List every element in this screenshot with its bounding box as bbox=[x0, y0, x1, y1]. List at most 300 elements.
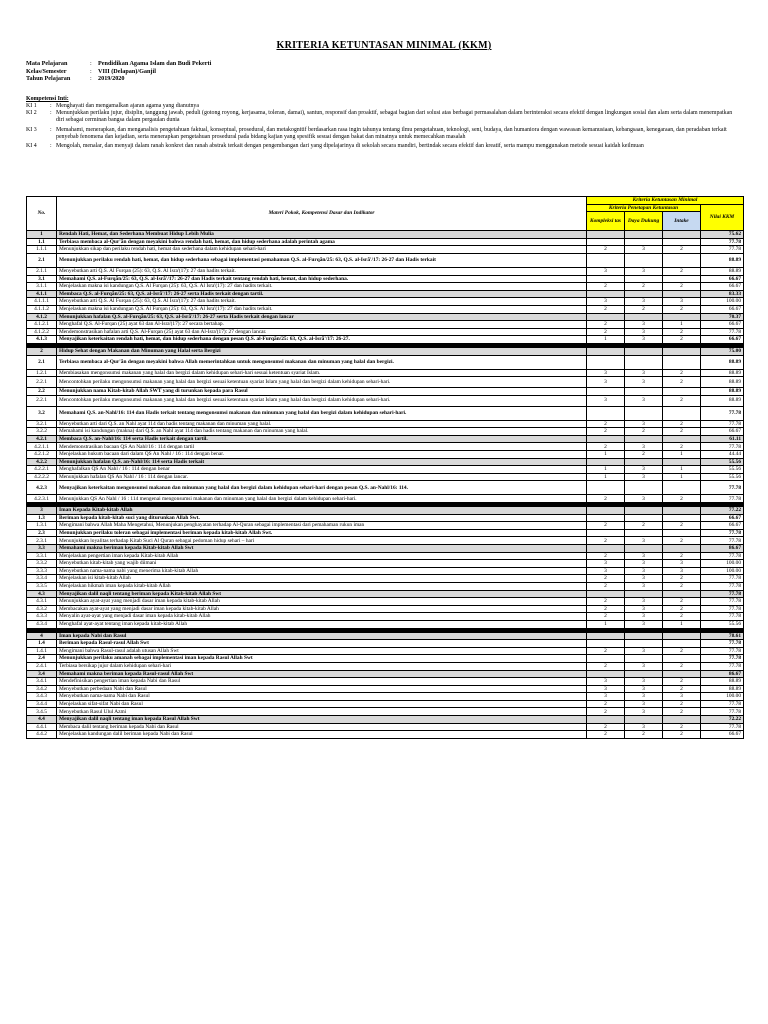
cell-intake: 2 bbox=[663, 605, 701, 613]
cell-daya-dukung: 3 bbox=[625, 685, 663, 693]
cell-nilai-kkm: 78.61 bbox=[701, 632, 744, 640]
cell-daya-dukung: 3 bbox=[625, 567, 663, 575]
col-header-kriteria-penetapan: Kriteria Penetapan Ketuntasan bbox=[587, 204, 701, 212]
cell-nilai-kkm: 44.44 bbox=[701, 451, 744, 459]
col-header-daya-dukung: Daya Dukung bbox=[625, 212, 663, 231]
cell-no: 4.3.3 bbox=[27, 613, 57, 621]
cell-nilai-kkm: 77.78 bbox=[701, 575, 744, 583]
cell-daya-dukung: 3 bbox=[625, 443, 663, 451]
table-row bbox=[27, 298, 744, 306]
cell-kompleksitas: 2 bbox=[587, 246, 625, 254]
cell-nilai-kkm: 61.11 bbox=[701, 435, 744, 443]
cell-materi: Membaca Q.S. al-Furqān/25: 63, Q.S. al-Isrā'/17: 26-27 serta Hadis terkait dengan tartil. bbox=[57, 290, 587, 298]
cell-no: 3.3.2 bbox=[27, 560, 57, 568]
ki-label: KI 1 bbox=[26, 102, 37, 109]
cell-intake: 2 bbox=[663, 582, 701, 590]
cell-materi: Memahami makna beriman kepada Rasul-rasul Allah Swt bbox=[57, 670, 587, 678]
col-header-kriteria-minimal: Kriteria Ketuntasan Minimal bbox=[587, 197, 744, 205]
cell-intake bbox=[663, 632, 701, 640]
cell-daya-dukung bbox=[625, 545, 663, 553]
cell-nilai-kkm: 66.67 bbox=[701, 731, 744, 739]
cell-kompleksitas: 2 bbox=[587, 662, 625, 670]
table-row bbox=[27, 231, 744, 239]
cell-kompleksitas bbox=[587, 590, 625, 598]
cell-materi: Menyebutkan Rasul Ulul Azmi bbox=[57, 708, 587, 716]
cell-daya-dukung: 3 bbox=[625, 495, 663, 503]
cell-intake: 2 bbox=[663, 708, 701, 716]
cell-kompleksitas bbox=[587, 640, 625, 648]
cell-kompleksitas: 2 bbox=[587, 598, 625, 606]
cell-no: 1.4 bbox=[27, 640, 57, 648]
cell-daya-dukung: 3 bbox=[625, 377, 663, 388]
ki-text: Menunjukkan perilaku jujur, disiplin, tanggung jawab, peduli (gotong royong, kerjasama, toleran, damai), santun, responsif dan proaktif, sebagai bagian dari solusi atas berbagai permasalahan dalam berinteraksi secara efektif dengan lingkungan sosial dan alam serta dalam menempatkan diri sebagai cerminan bangsa dalam pergaulan dunia bbox=[56, 109, 733, 123]
ki-title: Kompetensi Inti: bbox=[26, 96, 69, 102]
table-row bbox=[27, 347, 744, 355]
cell-no: 2.2.1 bbox=[27, 377, 57, 388]
table-row bbox=[27, 313, 744, 321]
cell-no: 4.1.1.1 bbox=[27, 298, 57, 306]
cell-kompleksitas: 2 bbox=[587, 305, 625, 313]
table-row bbox=[27, 253, 744, 267]
cell-intake: 2 bbox=[663, 731, 701, 739]
table-row bbox=[27, 529, 744, 537]
cell-no: 2.1 bbox=[27, 355, 57, 369]
ki-item bbox=[26, 143, 741, 150]
cell-daya-dukung: 2 bbox=[625, 305, 663, 313]
cell-daya-dukung: 3 bbox=[625, 605, 663, 613]
cell-intake bbox=[663, 313, 701, 321]
table-row bbox=[27, 613, 744, 621]
cell-intake: 2 bbox=[663, 647, 701, 655]
ki-colon: : bbox=[50, 109, 52, 116]
cell-nilai-kkm: 55.56 bbox=[701, 458, 744, 466]
table-row bbox=[27, 377, 744, 388]
cell-kompleksitas: 2 bbox=[587, 420, 625, 428]
cell-materi: Memahami Q.S. an-Nahl/16: 114 dan Hadis terkait tentang mengonsumsi makanan dan minuman yang halal dan bergizi dalam kehidupan sehari-hari. bbox=[57, 406, 587, 420]
cell-materi: Memahami isi kandungan (makna) dari Q.S. an Nahl ayat 114 dan hadis tentang makanan dan minuman yang halal. bbox=[57, 428, 587, 436]
ki-colon: : bbox=[50, 126, 52, 133]
table-row bbox=[27, 355, 744, 369]
cell-materi: Menghafalkan QS An Nahl / 16 : 114 dengan benar bbox=[57, 466, 587, 474]
ki-colon: : bbox=[50, 143, 52, 150]
cell-intake: 1 bbox=[663, 321, 701, 329]
cell-intake bbox=[663, 406, 701, 420]
cell-materi: Terbiasa membaca al-Qur'ān dengan meyakini bahwa rendah hati, hemat, dan hidup sederhana adalah perintah agama bbox=[57, 238, 587, 246]
cell-no: 3.1.1 bbox=[27, 283, 57, 291]
table-row bbox=[27, 305, 744, 313]
cell-intake bbox=[663, 514, 701, 522]
ki-colon: : bbox=[50, 102, 52, 109]
cell-materi: Menjelaskan sifat-sifat Nabi dan Rasul bbox=[57, 700, 587, 708]
cell-materi: Menjelaskan hukum bacaan dari dalam QS An Nahl / 16 : 114 dengan benar. bbox=[57, 451, 587, 459]
cell-materi: Menunjukkan QS An Nahl / 16 : 114 mengenai mengonsumsi makanan dan minuman yang halal dan bergizi dalam kehidupan sehari-hari. bbox=[57, 495, 587, 503]
cell-materi: Menghafal ayat-ayat tentang iman kepada kitab-kitab Allah bbox=[57, 620, 587, 628]
cell-kompleksitas bbox=[587, 355, 625, 369]
table-row bbox=[27, 395, 744, 406]
cell-nilai-kkm: 77.78 bbox=[701, 708, 744, 716]
cell-kompleksitas: 3 bbox=[587, 678, 625, 686]
table-row bbox=[27, 647, 744, 655]
cell-intake: 2 bbox=[663, 328, 701, 336]
cell-no: 4.2.3 bbox=[27, 481, 57, 495]
cell-intake: 1 bbox=[663, 473, 701, 481]
cell-materi: Menunjukkan perilaku rendah hati, hemat, dan hidup sederhana sebagai implementasi pemahaman Q.S. al-Furqān/25: 63, Q.S. al-Isrā'/17: 26-27 dan Hadis terkait bbox=[57, 253, 587, 267]
cell-kompleksitas: 2 bbox=[587, 283, 625, 291]
cell-intake: 2 bbox=[663, 305, 701, 313]
cell-daya-dukung bbox=[625, 238, 663, 246]
cell-nilai-kkm: 100.00 bbox=[701, 560, 744, 568]
cell-kompleksitas bbox=[587, 458, 625, 466]
cell-daya-dukung: 3 bbox=[625, 723, 663, 731]
table-row bbox=[27, 582, 744, 590]
cell-intake bbox=[663, 481, 701, 495]
cell-nilai-kkm: 77.78 bbox=[701, 723, 744, 731]
cell-nilai-kkm: 77.78 bbox=[701, 238, 744, 246]
cell-kompleksitas: 2 bbox=[587, 700, 625, 708]
cell-daya-dukung bbox=[625, 655, 663, 663]
cell-kompleksitas bbox=[587, 388, 625, 396]
cell-materi: Menyajikan dalil naqli tentang iman kepada Rasul Allah Swt bbox=[57, 716, 587, 724]
cell-intake: 3 bbox=[663, 693, 701, 701]
cell-materi: Menjelaskan makna isi kandungan Q.S. Al Furqan (25): 63, Q.S. Al Isra'(17): 27 dan hadits terkait. bbox=[57, 305, 587, 313]
table-row bbox=[27, 685, 744, 693]
cell-materi: Membiasakan mengonsumsi makanan yang halal dan bergizi dalam kehidupan sehari-hari sesuai ketentuan syariat Islam. bbox=[57, 369, 587, 377]
table-row bbox=[27, 495, 744, 503]
cell-nilai-kkm: 55.56 bbox=[701, 473, 744, 481]
cell-daya-dukung bbox=[625, 313, 663, 321]
table-row bbox=[27, 598, 744, 606]
cell-nilai-kkm: 88.89 bbox=[701, 388, 744, 396]
cell-daya-dukung: 3 bbox=[625, 328, 663, 336]
cell-materi: Mencontohkan perilaku mengonsumsi makanan yang halal dan bergizi sesuai ketentuan syariat Islam yang halal dan bergizi dalam kehidupan sehari-hari. bbox=[57, 395, 587, 406]
cell-nilai-kkm: 88.89 bbox=[701, 395, 744, 406]
cell-daya-dukung: 3 bbox=[625, 647, 663, 655]
cell-daya-dukung: 3 bbox=[625, 336, 663, 344]
cell-nilai-kkm: 77.78 bbox=[701, 598, 744, 606]
cell-no: 4.1.2.1 bbox=[27, 321, 57, 329]
cell-no: 3.3 bbox=[27, 545, 57, 553]
cell-no: 1 bbox=[27, 231, 57, 239]
cell-daya-dukung bbox=[625, 406, 663, 420]
cell-no: 4.4.2 bbox=[27, 731, 57, 739]
cell-materi: Menjelaskan kandungan dalil beriman kepada Nabi dan Rasul bbox=[57, 731, 587, 739]
cell-daya-dukung bbox=[625, 435, 663, 443]
cell-no: 4.2.2.1 bbox=[27, 466, 57, 474]
cell-nilai-kkm: 77.78 bbox=[701, 590, 744, 598]
cell-daya-dukung: 3 bbox=[625, 662, 663, 670]
cell-no: 2.1 bbox=[27, 253, 57, 267]
cell-nilai-kkm: 88.89 bbox=[701, 678, 744, 686]
cell-kompleksitas: 3 bbox=[587, 560, 625, 568]
cell-kompleksitas bbox=[587, 545, 625, 553]
cell-intake: 2 bbox=[663, 678, 701, 686]
cell-materi: Menunjukkan hafalan QS An Nahl / 16 : 114 dengan lancar. bbox=[57, 473, 587, 481]
cell-daya-dukung bbox=[625, 481, 663, 495]
cell-daya-dukung: 3 bbox=[625, 466, 663, 474]
cell-intake: 2 bbox=[663, 700, 701, 708]
cell-intake: 2 bbox=[663, 283, 701, 291]
cell-no: 4.2.2.2 bbox=[27, 473, 57, 481]
cell-nilai-kkm: 77.78 bbox=[701, 481, 744, 495]
cell-no: 3.4.2 bbox=[27, 685, 57, 693]
cell-nilai-kkm: 77.78 bbox=[701, 537, 744, 545]
meta-row bbox=[26, 60, 211, 68]
cell-nilai-kkm: 77.78 bbox=[701, 495, 744, 503]
table-row bbox=[27, 640, 744, 648]
cell-materi: Mengimani bahwa Rasul-rasul adalah utusan Allah Swt bbox=[57, 647, 587, 655]
meta-colon: : bbox=[90, 67, 92, 75]
cell-nilai-kkm: 77.78 bbox=[701, 443, 744, 451]
cell-intake bbox=[663, 590, 701, 598]
table-row bbox=[27, 560, 744, 568]
cell-intake bbox=[663, 458, 701, 466]
cell-no: 3.2 bbox=[27, 406, 57, 420]
cell-materi: Menunjukkan ayat-ayat yang menjadi dasar iman kepada kitab-kitab Allah bbox=[57, 598, 587, 606]
cell-no: 4.2.1.2 bbox=[27, 451, 57, 459]
cell-nilai-kkm: 77.78 bbox=[701, 613, 744, 621]
table-row bbox=[27, 275, 744, 283]
table-row bbox=[27, 552, 744, 560]
table-row bbox=[27, 716, 744, 724]
cell-daya-dukung: 3 bbox=[625, 246, 663, 254]
cell-daya-dukung: 2 bbox=[625, 283, 663, 291]
table-row bbox=[27, 406, 744, 420]
table-row bbox=[27, 246, 744, 254]
cell-nilai-kkm: 100.00 bbox=[701, 567, 744, 575]
cell-daya-dukung bbox=[625, 347, 663, 355]
cell-no: 3.4.3 bbox=[27, 693, 57, 701]
cell-intake: 2 bbox=[663, 246, 701, 254]
table-row bbox=[27, 283, 744, 291]
kkm-table-body bbox=[27, 231, 744, 739]
cell-materi: Menyajikan keterkaitan mengonsumsi makanan dan minuman yang halal dan bergizi dalam kehidupan sehari-hari dengan pesan Q.S. an-Nahl/16: 114. bbox=[57, 481, 587, 495]
cell-nilai-kkm: 88.89 bbox=[701, 685, 744, 693]
cell-intake: 2 bbox=[663, 267, 701, 275]
cell-materi: Menunjukkan sikap dan perilaku rendah hati, hemat dan sederhana dalam kehidupan sehari-hari bbox=[57, 246, 587, 254]
cell-intake: 2 bbox=[663, 395, 701, 406]
cell-no: 2.3 bbox=[27, 529, 57, 537]
cell-no: 4.1.2 bbox=[27, 313, 57, 321]
cell-nilai-kkm: 66.67 bbox=[701, 305, 744, 313]
meta-colon: : bbox=[90, 60, 92, 67]
cell-materi: Menyebutkan nama-nama nabi yang menerima kitab-kitab Allah bbox=[57, 567, 587, 575]
table-header-row bbox=[27, 197, 744, 205]
cell-kompleksitas: 2 bbox=[587, 723, 625, 731]
cell-nilai-kkm: 77.78 bbox=[701, 420, 744, 428]
table-row bbox=[27, 590, 744, 598]
cell-nilai-kkm: 83.33 bbox=[701, 290, 744, 298]
cell-nilai-kkm: 77.78 bbox=[701, 655, 744, 663]
cell-intake: 2 bbox=[663, 443, 701, 451]
cell-kompleksitas: 2 bbox=[587, 328, 625, 336]
cell-nilai-kkm: 88.89 bbox=[701, 377, 744, 388]
meta-label: Mata Pelajaran bbox=[26, 60, 68, 67]
cell-daya-dukung bbox=[625, 529, 663, 537]
cell-nilai-kkm: 70.37 bbox=[701, 313, 744, 321]
cell-no: 2.2 bbox=[27, 388, 57, 396]
cell-daya-dukung: 3 bbox=[625, 267, 663, 275]
table-row bbox=[27, 693, 744, 701]
cell-kompleksitas: 2 bbox=[587, 537, 625, 545]
ki-label: KI 2 bbox=[26, 109, 37, 116]
cell-intake bbox=[663, 355, 701, 369]
cell-no: 3.1 bbox=[27, 275, 57, 283]
cell-materi: Menjelaskan isi kitab-kitab Allah bbox=[57, 575, 587, 583]
cell-kompleksitas bbox=[587, 253, 625, 267]
table-row bbox=[27, 545, 744, 553]
cell-kompleksitas: 1 bbox=[587, 473, 625, 481]
cell-no: 3.3.1 bbox=[27, 552, 57, 560]
cell-nilai-kkm: 88.89 bbox=[701, 369, 744, 377]
cell-kompleksitas bbox=[587, 238, 625, 246]
cell-materi: Menyalin ayat-ayat yang menjadi dasar iman kepada kitab-kitab Allah bbox=[57, 613, 587, 621]
table-row bbox=[27, 632, 744, 640]
cell-kompleksitas bbox=[587, 716, 625, 724]
cell-kompleksitas: 2 bbox=[587, 522, 625, 530]
cell-intake: 2 bbox=[663, 522, 701, 530]
table-row bbox=[27, 321, 744, 329]
cell-kompleksitas bbox=[587, 670, 625, 678]
cell-no: 1.3.1 bbox=[27, 522, 57, 530]
cell-daya-dukung: 3 bbox=[625, 560, 663, 568]
cell-intake: 1 bbox=[663, 466, 701, 474]
cell-intake: 2 bbox=[663, 552, 701, 560]
cell-nilai-kkm: 72.22 bbox=[701, 716, 744, 724]
cell-intake bbox=[663, 347, 701, 355]
cell-kompleksitas: 1 bbox=[587, 451, 625, 459]
cell-materi: Menyebutkan arti Q.S. Al Furqan (25): 63, Q.S. Al Isra'(17): 27 dan hadits terkait. bbox=[57, 298, 587, 306]
cell-no: 1.1.1 bbox=[27, 246, 57, 254]
cell-daya-dukung: 3 bbox=[625, 620, 663, 628]
cell-no: 3.4.4 bbox=[27, 700, 57, 708]
cell-materi: Beriman kepada kitab-kitab suci yang diturunkan Allah Swt. bbox=[57, 514, 587, 522]
cell-materi: Mendemonstrasikan hafalan arti Q.S. Al-Furqan (25) ayat 63 dan Al-Isra'(17): 27 dengan lancar. bbox=[57, 328, 587, 336]
cell-kompleksitas: 1 bbox=[587, 620, 625, 628]
cell-no: 4.1.3 bbox=[27, 336, 57, 344]
cell-kompleksitas: 3 bbox=[587, 298, 625, 306]
table-row bbox=[27, 435, 744, 443]
table-row bbox=[27, 700, 744, 708]
cell-intake: 2 bbox=[663, 336, 701, 344]
cell-daya-dukung bbox=[625, 458, 663, 466]
cell-kompleksitas: 3 bbox=[587, 267, 625, 275]
ki-text: Memahami, menerapkan, dan menganalisis pengetahuan faktual, konseptual, prosedural, dan metakognitif berdasarkan rasa ingin tahunya tentang ilmu pengetahuan, teknologi, seni, budaya, dan humaniora dengan wawasan kemanusiaan, kebangsaan, kenegaraan, dan peradaban terkait penyebab fenomena dan kejadian, serta menerapkan pengetahuan prosedural pada bidang kajian yang spesifik sesuai dengan bakat dan minatnya untuk memecahkan masalah bbox=[56, 126, 727, 140]
cell-intake bbox=[663, 238, 701, 246]
cell-intake: 2 bbox=[663, 495, 701, 503]
ki-label: KI 3 bbox=[26, 126, 37, 133]
cell-materi: Mencontohkan perilaku mengonsumsi makanan yang halal dan bergizi sesuai ketentuan syariat Islam yang halal dan bergizi dalam kehidupan sehari-hari. bbox=[57, 377, 587, 388]
cell-kompleksitas bbox=[587, 655, 625, 663]
cell-kompleksitas: 3 bbox=[587, 369, 625, 377]
cell-materi: Menyebutkan arti dari Q.S. an Nahl ayat 114 dan hadis tentang makanan dan minuman yang halal. bbox=[57, 420, 587, 428]
cell-no: 2 bbox=[27, 347, 57, 355]
table-row bbox=[27, 514, 744, 522]
cell-daya-dukung: 3 bbox=[625, 693, 663, 701]
cell-kompleksitas: 2 bbox=[587, 443, 625, 451]
kkm-table bbox=[26, 196, 744, 739]
cell-daya-dukung: 3 bbox=[625, 473, 663, 481]
col-header-no: No. bbox=[27, 197, 57, 231]
cell-no: 1.3 bbox=[27, 514, 57, 522]
cell-no: 2.4 bbox=[27, 655, 57, 663]
cell-kompleksitas bbox=[587, 231, 625, 239]
cell-no: 4.4.1 bbox=[27, 723, 57, 731]
table-row bbox=[27, 662, 744, 670]
cell-kompleksitas: 3 bbox=[587, 377, 625, 388]
cell-kompleksitas: 2 bbox=[587, 605, 625, 613]
cell-materi: Menunjukkan perilaku amanah sebagai implementasi iman kepada Rasul Allah Swt bbox=[57, 655, 587, 663]
cell-daya-dukung bbox=[625, 275, 663, 283]
cell-no: 3.4.5 bbox=[27, 708, 57, 716]
cell-daya-dukung bbox=[625, 670, 663, 678]
cell-daya-dukung: 3 bbox=[625, 575, 663, 583]
meta-label: Kelas/Semester bbox=[26, 67, 67, 75]
cell-kompleksitas bbox=[587, 313, 625, 321]
cell-daya-dukung: 3 bbox=[625, 678, 663, 686]
cell-no: 2.3.1 bbox=[27, 537, 57, 545]
col-header-kompleksitas: Kompleksi tas bbox=[587, 212, 625, 231]
col-header-intake: Intake bbox=[663, 212, 701, 231]
cell-materi: Menjelaskan hikmah iman kepada kitab-kitab Allah bbox=[57, 582, 587, 590]
cell-materi: Mendefinisikan pengertian iman kepada Nabi dan Rasul bbox=[57, 678, 587, 686]
cell-nilai-kkm: 66.67 bbox=[701, 428, 744, 436]
cell-intake: 2 bbox=[663, 662, 701, 670]
cell-materi: Membaca dalil tentang beriman kepada Nabi dan Rasul bbox=[57, 723, 587, 731]
cell-nilai-kkm: 66.67 bbox=[701, 514, 744, 522]
cell-materi: Terbiasa bersikap jujur dalam kehidupan sehari-hari bbox=[57, 662, 587, 670]
meta-colon: : bbox=[90, 75, 92, 83]
cell-intake: 3 bbox=[663, 567, 701, 575]
cell-daya-dukung: 2 bbox=[625, 522, 663, 530]
cell-kompleksitas: 2 bbox=[587, 731, 625, 739]
cell-kompleksitas bbox=[587, 406, 625, 420]
cell-materi: Iman Kepada Kitab-kitab Allah bbox=[57, 507, 587, 515]
cell-no: 4.3 bbox=[27, 590, 57, 598]
table-row bbox=[27, 567, 744, 575]
cell-kompleksitas: 1 bbox=[587, 336, 625, 344]
cell-intake: 2 bbox=[663, 685, 701, 693]
table-row bbox=[27, 620, 744, 628]
cell-kompleksitas: 2 bbox=[587, 552, 625, 560]
cell-intake bbox=[663, 290, 701, 298]
cell-nilai-kkm: 75.62 bbox=[701, 231, 744, 239]
cell-kompleksitas: 2 bbox=[587, 495, 625, 503]
cell-materi: Mendemonstrasikan bacaan QS An Nahl/16 : 114 dengan tartil bbox=[57, 443, 587, 451]
cell-nilai-kkm: 66.67 bbox=[701, 522, 744, 530]
cell-kompleksitas: 2 bbox=[587, 647, 625, 655]
table-row bbox=[27, 451, 744, 459]
table-row bbox=[27, 605, 744, 613]
cell-intake bbox=[663, 716, 701, 724]
cell-daya-dukung bbox=[625, 290, 663, 298]
cell-nilai-kkm: 66.67 bbox=[701, 283, 744, 291]
cell-intake: 2 bbox=[663, 369, 701, 377]
cell-nilai-kkm: 66.67 bbox=[701, 321, 744, 329]
cell-kompleksitas: 2 bbox=[587, 321, 625, 329]
ki-text: Mengolah, menalar, dan menyaji dalam ranah konkret dan ranah abstrak terkait dengan pengembangan dari yang dipelajarinya di sekolah secara mandiri, bertindak secara efektif dan kreatif, serta mampu menggunakan metode sesuai kaidah keilmuan bbox=[56, 143, 644, 150]
cell-intake: 2 bbox=[663, 420, 701, 428]
cell-materi: Menunjukkan perilaku toleran sebagai implementasi beriman kepada kitab-kitab Allah Swt. bbox=[57, 529, 587, 537]
table-row bbox=[27, 267, 744, 275]
cell-nilai-kkm: 86.67 bbox=[701, 670, 744, 678]
cell-daya-dukung bbox=[625, 231, 663, 239]
cell-no: 1.2.1 bbox=[27, 369, 57, 377]
cell-no: 4.2.3.1 bbox=[27, 495, 57, 503]
cell-kompleksitas: 2 bbox=[587, 428, 625, 436]
cell-intake: 2 bbox=[663, 377, 701, 388]
cell-materi: Menyebutkan nama-nama Nabi dan Rasul bbox=[57, 693, 587, 701]
cell-nilai-kkm: 55.56 bbox=[701, 620, 744, 628]
